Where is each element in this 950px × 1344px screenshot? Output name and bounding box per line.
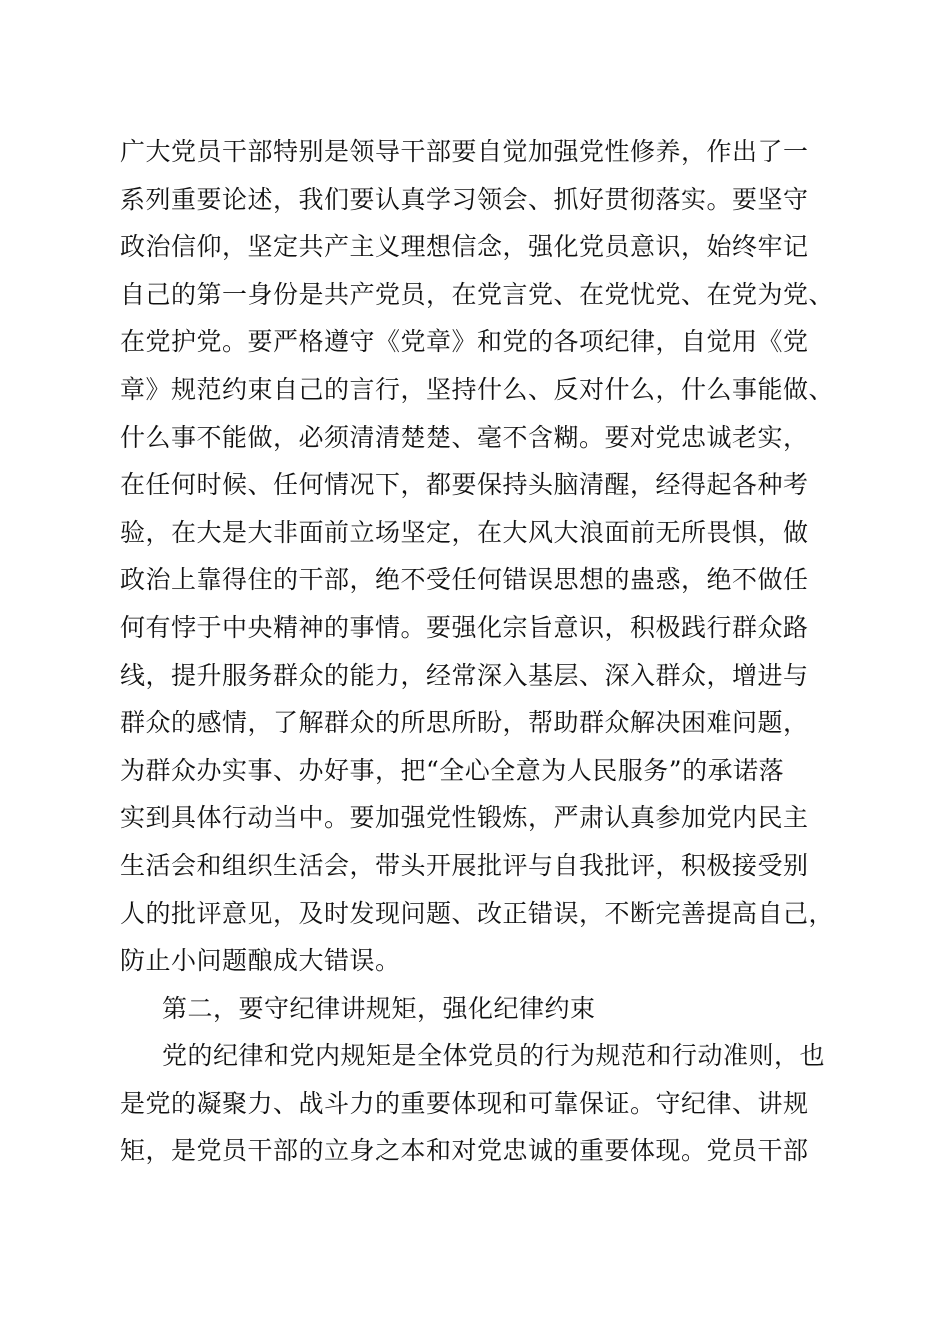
paragraph-line: 线，提升服务群众的能力，经常深入基层、深入群众，增进与 (120, 660, 809, 690)
paragraph-line: 生活会和组织生活会，带头开展批评与自我批评，积极接受别 (120, 850, 809, 880)
paragraph-line: 自己的第一身份是共产党员，在党言党、在党忧党、在党为党、 (120, 279, 835, 309)
paragraph-line: 系列重要论述，我们要认真学习领会、抓好贯彻落实。要坚守 (120, 184, 809, 214)
paragraph-line: 何有悖于中央精神的事情。要强化宗旨意识，积极践行群众路 (120, 612, 809, 642)
paragraph-line: 实到具体行动当中。要加强党性锻炼，严肃认真参加党内民主 (120, 803, 809, 833)
paragraph-line: 广大党员干部特别是领导干部要自觉加强党性修养，作出了一 (120, 137, 809, 166)
paragraph-line: 章》规范约束自己的言行，坚持什么、反对什么，什么事能做、 (120, 374, 835, 404)
paragraph-line: 是党的凝聚力、战斗力的重要体现和可靠保证。守纪律、讲规 (120, 1088, 809, 1118)
document-body (120, 128, 850, 1175)
paragraph-line: 为群众办实事、办好事，把“全心全意为人民服务”的承诺落 (120, 755, 785, 785)
paragraph-line: 在党护党。要严格遵守《党章》和党的各项纪律，自觉用《党 (120, 327, 809, 357)
paragraph-line: 矩，是党员干部的立身之本和对党忠诚的重要体现。党员干部 (120, 1136, 809, 1166)
paragraph-line: 人的批评意见，及时发现问题、改正错误，不断完善提高自己， (120, 898, 835, 928)
paragraph-line: 验，在大是大非面前立场坚定，在大风大浪面前无所畏惧，做 (120, 517, 809, 547)
paragraph-line: 政治上靠得住的干部，绝不受任何错误思想的蛊惑，绝不做任 (120, 565, 809, 595)
paragraph-line: 在任何时候、任何情况下，都要保持头脑清醒，经得起各种考 (120, 470, 809, 500)
section-heading: 第二，要守纪律讲规矩，强化纪律约束 (162, 993, 596, 1023)
paragraph-line: 党的纪律和党内规矩是全体党员的行为规范和行动准则，也 (162, 1041, 826, 1071)
paragraph-line: 什么事不能做，必须清清楚楚、毫不含糊。要对党忠诚老实， (120, 422, 809, 452)
paragraph-line: 政治信仰，坚定共产主义理想信念，强化党员意识，始终牢记 (120, 232, 809, 262)
paragraph-line: 防止小问题酿成大错误。 (120, 946, 401, 976)
paragraph-line: 群众的感情，了解群众的所思所盼，帮助群众解决困难问题， (120, 708, 809, 738)
